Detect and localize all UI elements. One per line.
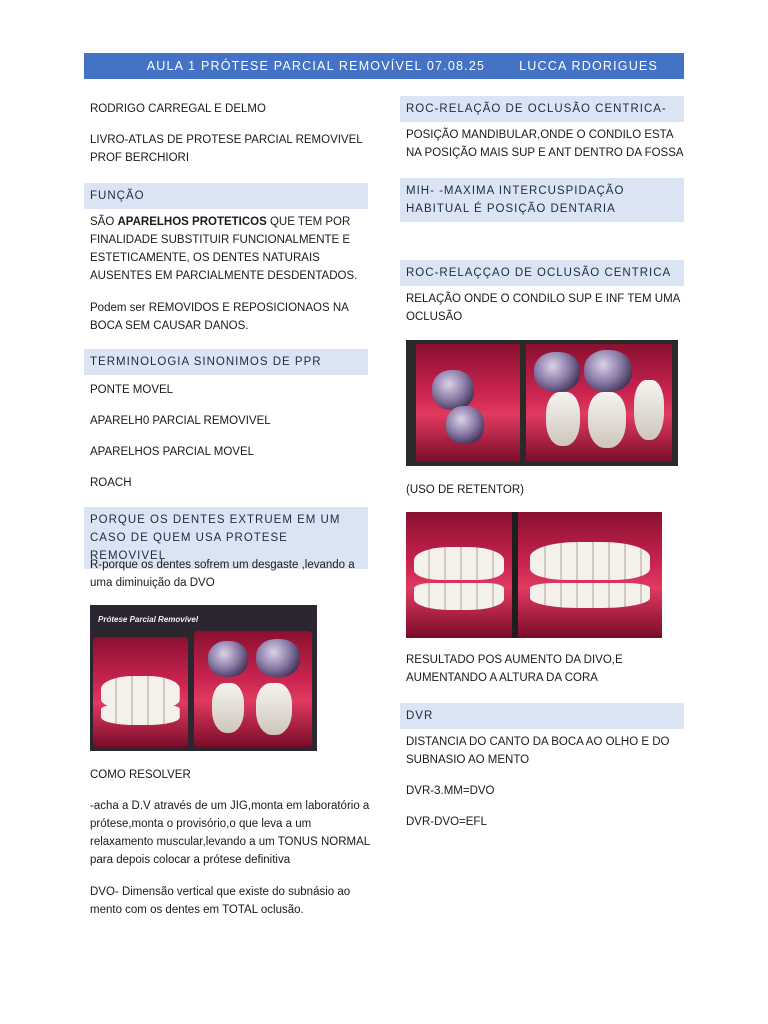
tooth — [212, 683, 244, 733]
photo-panel-after — [518, 512, 662, 638]
roc-2-text: RELAÇÃO ONDE O CONDILO SUP E INF TEM UMA OCLUSÃO — [406, 293, 680, 323]
dvr-equation-2: DVR-DVO=EFL — [406, 816, 487, 828]
dvo-text: DVO- Dimensão vertical que existe do subnásio ao mento com os dentes em TOTAL oclusão. — [90, 886, 351, 916]
metal-crown — [584, 350, 632, 392]
term-item: APARELH0 PARCIAL REMOVIVEL — [90, 415, 271, 427]
metal-crown — [432, 370, 474, 410]
funcao-text-bold: APARELHOS PROTETICOS — [117, 216, 267, 228]
heading-funcao: FUNÇÃO — [84, 183, 368, 209]
roc-1-text: POSIÇÃO MANDIBULAR,ONDE O CONDILO ESTA NA POSIÇÃO MAIS SUP E ANT DENTRO DA FOSSA — [406, 129, 684, 159]
retentor-text: (USO DE RETENTOR) — [406, 484, 524, 496]
heading-roc-1: ROC-RELAÇÃO DE OCLUSÃO CENTRICA- — [400, 96, 684, 122]
funcao-text-pre: SÃO — [90, 216, 118, 228]
author-name: LUCCA RDORIGUES — [519, 59, 658, 73]
teeth-lower — [101, 705, 181, 725]
dvr-equation-1: DVR-3.MM=DVO — [406, 785, 495, 797]
photo-panel-occlusal — [416, 344, 520, 462]
book-text: LIVRO-ATLAS DE PROTESE PARCIAL REMOVIVEL PROF BERCHIORI — [90, 134, 363, 164]
term-item: PONTE MOVEL — [90, 384, 174, 396]
teeth-upper — [101, 676, 181, 709]
title-bar — [84, 53, 684, 79]
teeth-lower — [414, 583, 503, 611]
professors-text: RODRIGO CARREGAL E DELMO — [90, 103, 266, 115]
metal-crown — [256, 639, 300, 677]
dvr-text: DISTANCIA DO CANTO DA BOCA AO OLHO E DO SUBNASIO AO MENTO — [406, 736, 670, 766]
tooth — [546, 392, 580, 446]
resposta-text: R-porque os dentes sofrem um desgaste ,levando a uma diminuição da DVO — [90, 559, 355, 589]
dental-photo-crowns — [406, 340, 678, 466]
dental-photo-result — [406, 512, 662, 638]
photo-panel-lateral — [526, 344, 672, 462]
term-item: ROACH — [90, 477, 132, 489]
removidos-text: Podem ser REMOVIDOS E REPOSICIONAOS NA BOCA SEM CAUSAR DANOS. — [90, 302, 349, 332]
photo-panel-before — [406, 512, 512, 638]
teeth-upper — [530, 542, 651, 580]
metal-crown — [208, 641, 248, 677]
document-title: AULA 1 PRÓTESE PARCIAL REMOVÍVEL 07.08.25 — [146, 59, 486, 73]
como-resolver-text: COMO RESOLVER — [90, 769, 191, 781]
teeth-lower — [530, 583, 651, 608]
heading-terminologia: TERMINOLOGIA SINONIMOS DE PPR — [84, 349, 368, 375]
teeth-upper — [414, 547, 503, 580]
tooth — [256, 683, 292, 735]
funcao-text — [84, 213, 380, 285]
photo-panel-crowns — [194, 631, 312, 747]
resultado-text: RESULTADO POS AUMENTO DA DIVO,E AUMENTANDO A ALTURA DA CORA — [406, 654, 623, 684]
tooth — [634, 380, 664, 440]
photo-panel-smile — [93, 637, 188, 747]
funcao-text-post: QUE TEM POR FINALIDADE SUBSTITUIR FUNCIONALMENTE E ESTETICAMENTE, OS DENTES NATURAIS AUSENTES EM PARCIALMENTE DESDENTADOS. — [90, 216, 358, 282]
metal-crown — [446, 406, 484, 444]
heading-roc-2: ROC-RELAÇÇAO DE OCLUSÃO CENTRICA — [400, 260, 684, 286]
jig-text: -acha a D.V através de um JIG,monta em laboratório a prótese,monta o provisório,o que leva a um relaxamento muscular,levando a um TONUS NORMAL para depois colocar a prótese definitiva — [90, 800, 370, 866]
photo-caption: Prótese Parcial Removível — [98, 615, 199, 624]
dental-photo-ppr — [90, 605, 317, 751]
heading-porque: PORQUE OS DENTES EXTRUEM EM UM CASO DE QUEM USA PROTESE REMOVIVEL — [84, 507, 368, 569]
tooth — [588, 392, 626, 448]
heading-dvr: DVR — [400, 703, 684, 729]
heading-mih: MIH- -MAXIMA INTERCUSPIDAÇÃO HABITUAL É POSIÇÃO DENTARIA — [400, 178, 684, 222]
term-item: APARELHOS PARCIAL MOVEL — [90, 446, 255, 458]
metal-crown — [534, 352, 580, 392]
